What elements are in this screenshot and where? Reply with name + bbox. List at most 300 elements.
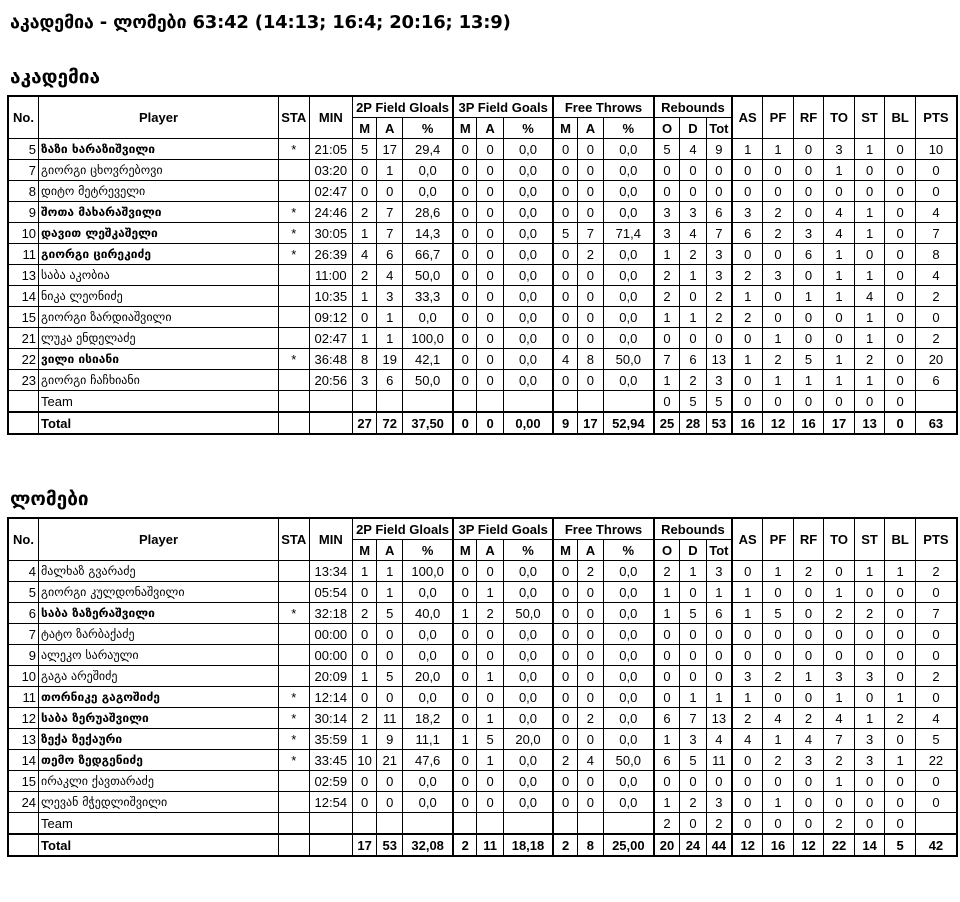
- total-stat-p2: 32,08: [403, 834, 453, 856]
- stat-af: 0: [577, 624, 603, 645]
- stat-o: 0: [654, 624, 680, 645]
- header-reb: Rebounds: [654, 96, 733, 118]
- player-number: 21: [8, 328, 39, 349]
- stat-to: 7: [824, 729, 855, 750]
- stat-rf: 6: [793, 244, 824, 265]
- team-row-sta: [278, 813, 309, 835]
- stat-m3: 0: [453, 139, 477, 160]
- stat-o: 3: [654, 223, 680, 244]
- team-name-2: ლომები: [10, 488, 89, 510]
- stat-a2: 19: [377, 349, 403, 370]
- stat-p3: 0,0: [503, 286, 553, 307]
- stat-rf: 0: [793, 265, 824, 286]
- stat-m3: 0: [453, 771, 477, 792]
- stat-rf: 3: [793, 223, 824, 244]
- player-name: ალეკო სარაული: [39, 645, 279, 666]
- stat-o: 2: [654, 561, 680, 582]
- stat-pf_: 0,0: [604, 328, 654, 349]
- stat-mf: 0: [553, 244, 577, 265]
- player-name: გაგა არეშიძე: [39, 666, 279, 687]
- player-row: [8, 624, 957, 645]
- stat-m3: 0: [453, 582, 477, 603]
- stat-a2: 7: [377, 223, 403, 244]
- stat-bl: 0: [885, 139, 916, 160]
- stat-af: 0: [577, 286, 603, 307]
- stat-p3: 0,0: [503, 307, 553, 328]
- player-name: ზექა ზექაური: [39, 729, 279, 750]
- header-min: MIN: [309, 96, 353, 139]
- subheader-a: A: [477, 540, 503, 561]
- stat-tot: 0: [706, 624, 732, 645]
- box-score-table-1: [7, 95, 958, 435]
- total-stat-p3: 0,00: [503, 412, 553, 434]
- stat-d: 1: [680, 687, 706, 708]
- stat-pf_: 0,0: [604, 708, 654, 729]
- team-stat-to: 2: [824, 813, 855, 835]
- stat-tot: 11: [706, 750, 732, 771]
- stat-p2: 50,0: [403, 370, 453, 391]
- stat-pts: 10: [915, 139, 957, 160]
- starter-mark: [278, 370, 309, 391]
- stat-st: 0: [854, 645, 885, 666]
- team-stat-rf: 0: [793, 813, 824, 835]
- stat-pf: 0: [763, 181, 794, 202]
- team-stat-bl: 0: [885, 391, 916, 413]
- player-number: 6: [8, 603, 39, 624]
- stat-st: 0: [854, 771, 885, 792]
- stat-to: 4: [824, 202, 855, 223]
- starter-mark: [278, 286, 309, 307]
- stat-m3: 1: [453, 729, 477, 750]
- stat-pf: 1: [763, 729, 794, 750]
- player-name: ვილი ისიანი: [39, 349, 279, 370]
- stat-st: 1: [854, 223, 885, 244]
- stat-pf_: 0,0: [604, 582, 654, 603]
- header-fg3: 3P Field Goals: [453, 96, 553, 118]
- stat-pf_: 0,0: [604, 265, 654, 286]
- player-number: 7: [8, 160, 39, 181]
- stat-af: 0: [577, 139, 603, 160]
- stat-d: 6: [680, 349, 706, 370]
- player-name: ტატო ზარბაქაძე: [39, 624, 279, 645]
- starter-mark: [278, 792, 309, 813]
- stat-a2: 21: [377, 750, 403, 771]
- minutes: 20:56: [309, 370, 353, 391]
- stat-a3: 0: [477, 160, 503, 181]
- stat-p2: 0,0: [403, 582, 453, 603]
- stat-a3: 5: [477, 729, 503, 750]
- player-number: 15: [8, 771, 39, 792]
- stat-mf: 0: [553, 645, 577, 666]
- player-row: [8, 582, 957, 603]
- stat-a3: 0: [477, 771, 503, 792]
- stat-to: 0: [824, 624, 855, 645]
- stat-a3: 0: [477, 223, 503, 244]
- stat-m3: 0: [453, 792, 477, 813]
- stat-bl: 2: [885, 708, 916, 729]
- stat-af: 0: [577, 370, 603, 391]
- team-stat-o: 2: [654, 813, 680, 835]
- stat-m2: 1: [353, 666, 377, 687]
- stat-st: 1: [854, 265, 885, 286]
- stat-p2: 100,0: [403, 561, 453, 582]
- player-name: ზაზი ხარაზიშვილი: [39, 139, 279, 160]
- minutes: 20:09: [309, 666, 353, 687]
- total-stat-pf_: 52,94: [604, 412, 654, 434]
- stat-d: 1: [680, 307, 706, 328]
- total-stat-af: 8: [577, 834, 603, 856]
- stat-o: 1: [654, 244, 680, 265]
- stat-tot: 0: [706, 181, 732, 202]
- stat-mf: 0: [553, 307, 577, 328]
- stat-pf: 0: [763, 160, 794, 181]
- team-stat-pts: [915, 391, 957, 413]
- stat-af: 0: [577, 729, 603, 750]
- stat-st: 0: [854, 624, 885, 645]
- stat-mf: 0: [553, 624, 577, 645]
- stat-af: 0: [577, 160, 603, 181]
- stat-pf_: 0,0: [604, 286, 654, 307]
- subheader-d: D: [680, 540, 706, 561]
- team-stat-a3: [477, 813, 503, 835]
- subheader-a: A: [477, 118, 503, 139]
- total-stat-pf_: 25,00: [604, 834, 654, 856]
- starter-mark: *: [278, 729, 309, 750]
- stat-to: 3: [824, 139, 855, 160]
- subheader-d: D: [680, 118, 706, 139]
- team-stat-mf: [553, 391, 577, 413]
- stat-mf: 0: [553, 792, 577, 813]
- stat-d: 2: [680, 370, 706, 391]
- stat-a2: 5: [377, 666, 403, 687]
- stat-tot: 13: [706, 349, 732, 370]
- stat-as: 1: [732, 139, 763, 160]
- stat-m2: 2: [353, 708, 377, 729]
- total-stat-p3: 18,18: [503, 834, 553, 856]
- stat-p2: 42,1: [403, 349, 453, 370]
- stat-d: 1: [680, 265, 706, 286]
- stat-as: 3: [732, 202, 763, 223]
- stat-o: 0: [654, 328, 680, 349]
- player-row: [8, 666, 957, 687]
- stat-pf_: 0,0: [604, 666, 654, 687]
- stat-p2: 66,7: [403, 244, 453, 265]
- stat-a2: 1: [377, 307, 403, 328]
- stat-rf: 0: [793, 645, 824, 666]
- stat-mf: 5: [553, 223, 577, 244]
- stat-mf: 0: [553, 603, 577, 624]
- stat-mf: 0: [553, 139, 577, 160]
- stat-p2: 40,0: [403, 603, 453, 624]
- stat-m2: 3: [353, 370, 377, 391]
- player-row: [8, 349, 957, 370]
- team-row-number: [8, 391, 39, 413]
- total-stat-to: 17: [824, 412, 855, 434]
- stat-tot: 3: [706, 561, 732, 582]
- stat-pts: 5: [915, 729, 957, 750]
- header-rf: RF: [793, 518, 824, 561]
- team-stat-pf: 0: [763, 391, 794, 413]
- player-row: [8, 708, 957, 729]
- stat-a2: 3: [377, 286, 403, 307]
- stat-pts: 7: [915, 223, 957, 244]
- stat-p3: 0,0: [503, 328, 553, 349]
- minutes: 35:59: [309, 729, 353, 750]
- stat-af: 0: [577, 181, 603, 202]
- stat-st: 2: [854, 349, 885, 370]
- stat-pts: 0: [915, 160, 957, 181]
- stat-rf: 0: [793, 307, 824, 328]
- stat-mf: 4: [553, 349, 577, 370]
- stat-bl: 0: [885, 160, 916, 181]
- player-number: 11: [8, 687, 39, 708]
- starter-mark: [278, 181, 309, 202]
- header-st: ST: [854, 96, 885, 139]
- stat-bl: 0: [885, 603, 916, 624]
- stat-as: 0: [732, 561, 763, 582]
- stat-to: 0: [824, 645, 855, 666]
- team-stat-mf: [553, 813, 577, 835]
- stat-p3: 0,0: [503, 687, 553, 708]
- subheader-tot: Tot: [706, 540, 732, 561]
- stat-as: 0: [732, 328, 763, 349]
- stat-p3: 0,0: [503, 708, 553, 729]
- stat-bl: 0: [885, 202, 916, 223]
- stat-bl: 0: [885, 349, 916, 370]
- stat-pf_: 0,0: [604, 603, 654, 624]
- stat-d: 1: [680, 561, 706, 582]
- stat-mf: 0: [553, 708, 577, 729]
- stat-m2: 2: [353, 603, 377, 624]
- stat-m2: 0: [353, 181, 377, 202]
- stat-to: 0: [824, 328, 855, 349]
- subheader-pct: %: [503, 118, 553, 139]
- player-row: [8, 750, 957, 771]
- stat-to: 0: [824, 181, 855, 202]
- stat-o: 0: [654, 160, 680, 181]
- stat-rf: 0: [793, 202, 824, 223]
- player-name: გიორგი ზარდიაშვილი: [39, 307, 279, 328]
- stat-d: 0: [680, 645, 706, 666]
- total-stat-p2: 37,50: [403, 412, 453, 434]
- stat-o: 0: [654, 771, 680, 792]
- stat-p2: 100,0: [403, 328, 453, 349]
- stat-o: 0: [654, 666, 680, 687]
- header-to: TO: [824, 96, 855, 139]
- minutes: 36:48: [309, 349, 353, 370]
- stat-m3: 0: [453, 624, 477, 645]
- total-stat-o: 25: [654, 412, 680, 434]
- minutes: 12:54: [309, 792, 353, 813]
- stat-p3: 0,0: [503, 750, 553, 771]
- stat-p3: 20,0: [503, 729, 553, 750]
- starter-mark: *: [278, 708, 309, 729]
- player-row: [8, 244, 957, 265]
- stat-m2: 0: [353, 160, 377, 181]
- stat-p3: 0,0: [503, 645, 553, 666]
- header-pts: PTS: [915, 518, 957, 561]
- stat-to: 1: [824, 370, 855, 391]
- total-stat-a3: 11: [477, 834, 503, 856]
- stat-to: 1: [824, 687, 855, 708]
- stat-a2: 0: [377, 181, 403, 202]
- total-stat-m2: 27: [353, 412, 377, 434]
- stat-rf: 0: [793, 624, 824, 645]
- stat-p2: 28,6: [403, 202, 453, 223]
- stat-pts: 0: [915, 624, 957, 645]
- header-reb: Rebounds: [654, 518, 733, 540]
- stat-rf: 0: [793, 582, 824, 603]
- stat-to: 1: [824, 160, 855, 181]
- stat-mf: 0: [553, 729, 577, 750]
- stat-p2: 33,3: [403, 286, 453, 307]
- stat-m3: 0: [453, 223, 477, 244]
- team-stat-as: 0: [732, 391, 763, 413]
- team-stat-m3: [453, 813, 477, 835]
- stat-a3: 0: [477, 645, 503, 666]
- stat-pts: 0: [915, 645, 957, 666]
- stat-pf_: 50,0: [604, 750, 654, 771]
- stat-pf: 2: [763, 202, 794, 223]
- subheader-o: O: [654, 118, 680, 139]
- starter-mark: *: [278, 223, 309, 244]
- stat-m2: 10: [353, 750, 377, 771]
- header-fg2: 2P Field Gloals: [353, 96, 453, 118]
- stat-p3: 0,0: [503, 561, 553, 582]
- starter-mark: *: [278, 687, 309, 708]
- stat-tot: 7: [706, 223, 732, 244]
- stat-pf_: 0,0: [604, 307, 654, 328]
- stat-bl: 1: [885, 687, 916, 708]
- stat-to: 1: [824, 771, 855, 792]
- total-stat-pts: 63: [915, 412, 957, 434]
- stat-bl: 1: [885, 750, 916, 771]
- stat-st: 0: [854, 792, 885, 813]
- stat-tot: 9: [706, 139, 732, 160]
- stat-mf: 0: [553, 202, 577, 223]
- total-number: [8, 834, 39, 856]
- stat-rf: 5: [793, 349, 824, 370]
- stat-bl: 0: [885, 244, 916, 265]
- player-name: გიორგი ჩაჩხიანი: [39, 370, 279, 391]
- player-row: [8, 771, 957, 792]
- total-sta: [278, 412, 309, 434]
- stat-tot: 0: [706, 645, 732, 666]
- stat-m3: 0: [453, 645, 477, 666]
- player-row: [8, 181, 957, 202]
- stat-af: 4: [577, 750, 603, 771]
- stat-a3: 0: [477, 561, 503, 582]
- stat-mf: 0: [553, 561, 577, 582]
- team-stat-d: 0: [680, 813, 706, 835]
- stat-rf: 1: [793, 370, 824, 391]
- starter-mark: [278, 160, 309, 181]
- box-score-table-2: [7, 517, 958, 857]
- stat-p2: 50,0: [403, 265, 453, 286]
- team-stat-m2: [353, 813, 377, 835]
- stat-pts: 2: [915, 561, 957, 582]
- stat-m3: 0: [453, 244, 477, 265]
- player-row: [8, 645, 957, 666]
- stat-pf_: 0,0: [604, 771, 654, 792]
- stat-p2: 0,0: [403, 160, 453, 181]
- stat-d: 4: [680, 223, 706, 244]
- header-row: [8, 96, 957, 118]
- stat-pts: 0: [915, 792, 957, 813]
- stat-af: 7: [577, 223, 603, 244]
- stat-p2: 0,0: [403, 181, 453, 202]
- player-number: 10: [8, 223, 39, 244]
- stat-p2: 29,4: [403, 139, 453, 160]
- stat-m2: 4: [353, 244, 377, 265]
- minutes: 26:39: [309, 244, 353, 265]
- stat-m3: 0: [453, 370, 477, 391]
- stat-mf: 2: [553, 750, 577, 771]
- stat-st: 1: [854, 307, 885, 328]
- stat-a3: 1: [477, 666, 503, 687]
- stat-mf: 0: [553, 666, 577, 687]
- player-name: საბა ზაზერაშვილი: [39, 603, 279, 624]
- subheader-m: M: [353, 540, 377, 561]
- player-number: 14: [8, 750, 39, 771]
- stat-as: 4: [732, 729, 763, 750]
- stat-pf_: 71,4: [604, 223, 654, 244]
- team-stat-p3: [503, 391, 553, 413]
- stat-a2: 1: [377, 561, 403, 582]
- stat-a3: 0: [477, 792, 503, 813]
- player-row: [8, 729, 957, 750]
- header-player: Player: [39, 96, 279, 139]
- total-min: [309, 412, 353, 434]
- stat-st: 0: [854, 687, 885, 708]
- minutes: 02:47: [309, 328, 353, 349]
- team-row-label: Team: [39, 391, 279, 413]
- minutes: 05:54: [309, 582, 353, 603]
- stat-st: 1: [854, 370, 885, 391]
- stat-rf: 0: [793, 328, 824, 349]
- stat-m2: 1: [353, 561, 377, 582]
- stat-d: 0: [680, 286, 706, 307]
- stat-pts: 0: [915, 687, 957, 708]
- total-stat-pf: 12: [763, 412, 794, 434]
- stat-m2: 1: [353, 729, 377, 750]
- stat-bl: 0: [885, 370, 916, 391]
- stat-rf: 0: [793, 160, 824, 181]
- team-stat-af: [577, 391, 603, 413]
- total-stat-as: 16: [732, 412, 763, 434]
- team-stat-st: 0: [854, 391, 885, 413]
- player-name: გიორგი კულდონაშვილი: [39, 582, 279, 603]
- player-number: 24: [8, 792, 39, 813]
- stat-st: 0: [854, 582, 885, 603]
- total-stat-af: 17: [577, 412, 603, 434]
- subheader-m: M: [553, 540, 577, 561]
- subheader-a: A: [577, 118, 603, 139]
- stat-bl: 0: [885, 286, 916, 307]
- stat-d: 7: [680, 708, 706, 729]
- player-number: 22: [8, 349, 39, 370]
- total-stat-pts: 42: [915, 834, 957, 856]
- header-sta: STA: [278, 96, 309, 139]
- header-no: No.: [8, 518, 39, 561]
- player-number: 14: [8, 286, 39, 307]
- stat-st: 1: [854, 202, 885, 223]
- stat-a2: 6: [377, 370, 403, 391]
- subheader-a: A: [377, 118, 403, 139]
- stat-m2: 0: [353, 582, 377, 603]
- starter-mark: [278, 265, 309, 286]
- stat-tot: 3: [706, 244, 732, 265]
